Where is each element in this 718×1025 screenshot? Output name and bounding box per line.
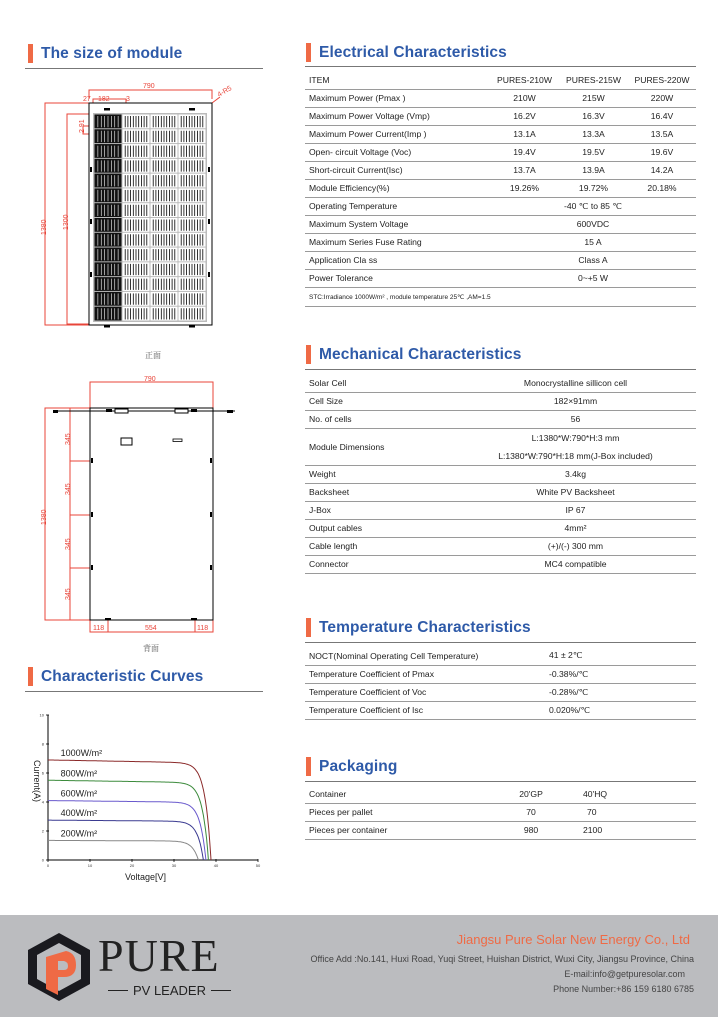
title-accent-bar — [306, 345, 311, 364]
mechanical-table — [305, 374, 696, 574]
tagline-rule-right — [211, 990, 231, 992]
front-view-caption: 正面 — [145, 351, 161, 360]
cell-value: 980 — [505, 821, 557, 839]
cell-value: 19.26% — [490, 179, 559, 197]
cell-value: 16.3V — [559, 107, 628, 125]
row-label: Power Tolerance — [305, 269, 490, 287]
empty-cell — [641, 821, 696, 839]
table-row — [305, 179, 696, 197]
cell-value: 19.4V — [490, 143, 559, 161]
svg-text:4: 4 — [41, 799, 44, 805]
row-label: Temperature Coefficient of Voc — [305, 683, 505, 701]
table-row — [305, 374, 696, 392]
divider — [305, 369, 696, 370]
svg-text:8: 8 — [41, 741, 44, 747]
footnote-row — [305, 287, 696, 306]
svg-text:30: 30 — [171, 863, 177, 868]
svg-text:10: 10 — [39, 712, 44, 718]
cell-value: 19.6V — [628, 143, 696, 161]
column-header: PURES-210W — [490, 71, 559, 89]
svg-text:1000W/m²: 1000W/m² — [60, 747, 103, 758]
row-label: Application Cla ss — [305, 251, 490, 269]
cell-value: -40 ℃ to 85 ℃ — [490, 197, 696, 215]
table-row — [305, 665, 696, 683]
svg-text:600W/m²: 600W/m² — [60, 788, 98, 799]
cell-value — [455, 428, 696, 465]
svg-text:20: 20 — [129, 863, 135, 868]
column-header: PURES-215W — [559, 71, 628, 89]
cell-value: 182×91mm — [455, 392, 696, 410]
column-header: 20'GP — [505, 785, 557, 803]
title-accent-bar — [306, 43, 311, 62]
cell-value: 16.4V — [628, 107, 696, 125]
table-row — [305, 233, 696, 251]
cell-value: 0.020%/℃ — [505, 701, 696, 719]
row-label: Weight — [305, 465, 455, 483]
svg-text:790: 790 — [143, 83, 155, 90]
section-title-temperature: Temperature Characteristics — [306, 618, 531, 637]
table-row — [305, 519, 696, 537]
cell-value: (+)/(-) 300 mm — [455, 537, 696, 555]
cell-value: 14.2A — [628, 161, 696, 179]
svg-text:0: 0 — [41, 857, 44, 863]
table-row — [305, 537, 696, 555]
section-title-electrical: Electrical Characteristics — [306, 43, 507, 62]
svg-text:554: 554 — [145, 625, 157, 632]
cell-value: Monocrystalline sillicon cell — [455, 374, 696, 392]
cell-value: 13.1A — [490, 125, 559, 143]
dimension-line-1: L:1380*W:790*H:3 mm — [531, 432, 620, 443]
svg-text:40: 40 — [213, 863, 219, 868]
row-label: Temperature Coefficient of Isc — [305, 701, 505, 719]
x-axis-label: Voltage[V] — [125, 872, 167, 882]
temperature-table — [305, 647, 696, 720]
row-label: Pieces per pallet — [305, 803, 505, 821]
table-row — [305, 89, 696, 107]
cell-value: Class A — [490, 251, 696, 269]
column-header: 40'HQ — [557, 785, 641, 803]
svg-text:3: 3 — [126, 96, 130, 103]
title-accent-bar — [306, 757, 311, 776]
svg-text:27: 27 — [83, 96, 91, 103]
title-accent-bar — [28, 667, 33, 686]
cell-value: 4mm² — [455, 519, 696, 537]
row-label: Maximum Power Voltage (Vmp) — [305, 107, 490, 125]
cell-value: 19.5V — [559, 143, 628, 161]
row-label: Backsheet — [305, 483, 455, 501]
row-label: J-Box — [305, 501, 455, 519]
company-name: Jiangsu Pure Solar New Energy Co., Ltd — [456, 932, 690, 947]
table-row — [305, 803, 696, 821]
logo-wordmark: PURE — [98, 930, 220, 981]
row-label: Module Dimensions — [305, 428, 455, 465]
back-view-caption: 背面 — [143, 644, 159, 653]
row-label: Connector — [305, 555, 455, 573]
cell-value: 41 ± 2℃ — [505, 647, 696, 665]
table-row — [305, 197, 696, 215]
cell-value: -0.38%/℃ — [505, 665, 696, 683]
cell-value: MC4 compatible — [455, 555, 696, 573]
office-address: Office Add :No.141, Huxi Road, Yuqi Street, Huishan District, Wuxi City, Jiangsu Province, China — [310, 954, 694, 964]
divider — [305, 642, 696, 643]
cell-value: 13.3A — [559, 125, 628, 143]
row-label: No. of cells — [305, 410, 455, 428]
cell-value: 0~+5 W — [490, 269, 696, 287]
table-row — [305, 143, 696, 161]
table-row — [305, 251, 696, 269]
svg-text:118: 118 — [93, 625, 105, 632]
empty-cell — [641, 785, 696, 803]
svg-text:345: 345 — [65, 538, 72, 550]
table-row — [305, 410, 696, 428]
packaging-table — [305, 785, 696, 840]
svg-text:1380: 1380 — [41, 509, 48, 525]
section-title-mechanical: Mechanical Characteristics — [306, 345, 521, 364]
svg-text:10: 10 — [87, 863, 93, 868]
cell-value: 2100 — [557, 821, 641, 839]
table-row — [305, 392, 696, 410]
section-title-curves: Characteristic Curves — [28, 667, 203, 686]
cell-value: 13.5A — [628, 125, 696, 143]
svg-text:1300: 1300 — [63, 214, 70, 230]
table-row — [305, 125, 696, 143]
row-label: Cell Size — [305, 392, 455, 410]
electrical-table — [305, 71, 696, 307]
title-accent-bar — [306, 618, 311, 637]
row-label: Maximum System Voltage — [305, 215, 490, 233]
row-label: Cable length — [305, 537, 455, 555]
dimension-line-2: L:1380*W:790*H:18 mm(J-Box included) — [498, 450, 653, 461]
table-row — [305, 107, 696, 125]
footer-banner — [0, 915, 718, 1017]
logo-tagline — [108, 983, 231, 998]
column-header: PURES-220W — [628, 71, 696, 89]
cell-value: 19.72% — [559, 179, 628, 197]
svg-text:50: 50 — [255, 863, 261, 868]
table-row — [305, 701, 696, 719]
table-row — [305, 683, 696, 701]
section-title-packaging: Packaging — [306, 757, 397, 776]
row-label: Maximum Series Fuse Rating — [305, 233, 490, 251]
row-label: Maximum Power (Pmax ) — [305, 89, 490, 107]
cell-value: 215W — [559, 89, 628, 107]
divider — [25, 68, 263, 69]
cell-value: 70 — [557, 803, 641, 821]
column-header: ITEM — [305, 71, 490, 89]
divider — [305, 781, 696, 782]
table-header-row — [305, 71, 696, 89]
svg-text:182: 182 — [98, 96, 110, 103]
svg-text:2 91: 2 91 — [79, 119, 86, 133]
pure-logo-icon — [24, 931, 94, 1003]
table-row — [305, 161, 696, 179]
divider — [25, 691, 263, 692]
table-header-row — [305, 785, 696, 803]
row-label: NOCT(Nominal Operating Cell Temperature) — [305, 647, 505, 665]
svg-text:790: 790 — [144, 376, 156, 383]
email-link[interactable]: E-mail:info@getpuresolar.com — [564, 969, 685, 979]
svg-text:800W/m²: 800W/m² — [60, 768, 98, 779]
svg-text:400W/m²: 400W/m² — [60, 808, 98, 819]
cell-value: 20.18% — [628, 179, 696, 197]
svg-text:345: 345 — [65, 483, 72, 495]
cell-value: 70 — [505, 803, 557, 821]
svg-text:2: 2 — [41, 828, 44, 834]
row-label: Operating Temperature — [305, 197, 490, 215]
cell-value: 56 — [455, 410, 696, 428]
y-axis-label: Current(A) — [32, 760, 42, 803]
table-row — [305, 647, 696, 665]
row-label: Pieces per container — [305, 821, 505, 839]
row-label: Output cables — [305, 519, 455, 537]
row-label: Module Efficiency(%) — [305, 179, 490, 197]
svg-text:1380: 1380 — [41, 219, 48, 235]
cell-value: White PV Backsheet — [455, 483, 696, 501]
cell-value: 13.7A — [490, 161, 559, 179]
divider — [305, 66, 696, 67]
cell-value: 210W — [490, 89, 559, 107]
svg-text:4-R5: 4-R5 — [216, 85, 234, 99]
empty-cell — [641, 803, 696, 821]
front-view-drawing — [25, 75, 265, 365]
stc-footnote: STC:Irradiance 1000W/m² , module temperature 25℃ ,AM=1.5 — [305, 287, 696, 306]
cell-value: 600VDC — [490, 215, 696, 233]
back-view-drawing — [25, 370, 265, 640]
table-row — [305, 428, 696, 465]
phone-number: Phone Number:+86 159 6180 6785 — [553, 984, 694, 994]
table-row — [305, 465, 696, 483]
row-label: Open- circuit Voltage (Voc) — [305, 143, 490, 161]
table-row — [305, 483, 696, 501]
svg-text:200W/m²: 200W/m² — [60, 828, 98, 839]
table-row — [305, 215, 696, 233]
cell-value: 16.2V — [490, 107, 559, 125]
svg-text:0: 0 — [46, 863, 50, 868]
cell-value: 3.4kg — [455, 465, 696, 483]
cell-value: 220W — [628, 89, 696, 107]
title-accent-bar — [28, 44, 33, 63]
table-row — [305, 269, 696, 287]
column-header: Container — [305, 785, 505, 803]
iv-curve-chart — [25, 705, 265, 890]
cell-value: -0.28%/℃ — [505, 683, 696, 701]
table-row — [305, 821, 696, 839]
svg-text:6: 6 — [41, 770, 44, 776]
tagline-text: PV LEADER — [133, 983, 206, 998]
row-label: Short-circuit Current(Isc) — [305, 161, 490, 179]
cell-value: 15 A — [490, 233, 696, 251]
table-row — [305, 501, 696, 519]
row-label: Maximum Power Current(Imp ) — [305, 125, 490, 143]
svg-text:345: 345 — [65, 588, 72, 600]
row-label: Temperature Coefficient of Pmax — [305, 665, 505, 683]
section-title-module-size: The size of module — [28, 44, 182, 63]
cell-value: IP 67 — [455, 501, 696, 519]
table-row — [305, 555, 696, 573]
cell-value: 13.9A — [559, 161, 628, 179]
tagline-rule-left — [108, 990, 128, 992]
svg-text:345: 345 — [65, 433, 72, 445]
row-label: Solar Cell — [305, 374, 455, 392]
svg-text:118: 118 — [197, 625, 209, 632]
